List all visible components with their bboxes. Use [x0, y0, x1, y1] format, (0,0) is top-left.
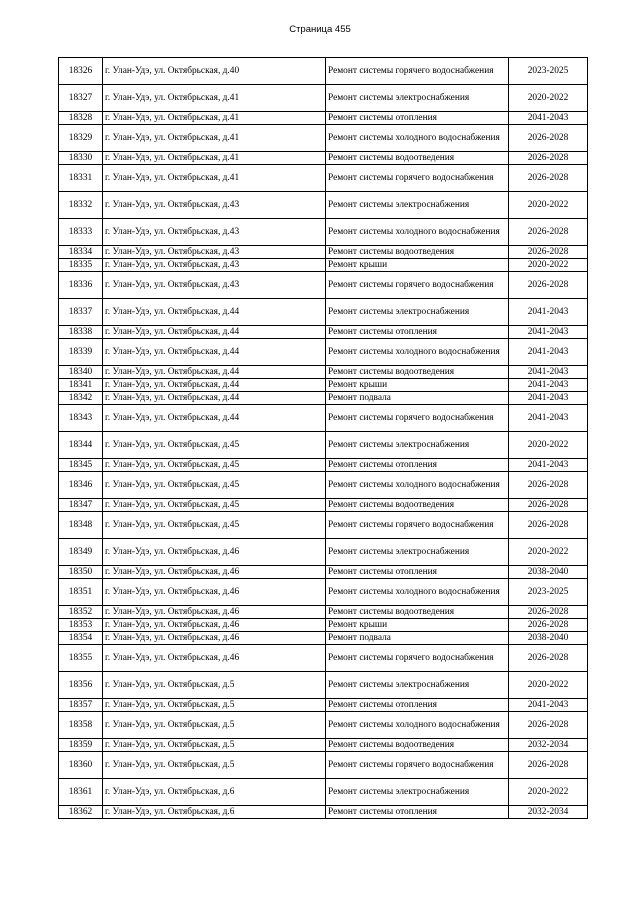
work-type-cell: Ремонт системы горячего водоснабжения — [326, 512, 509, 539]
work-type-cell: Ремонт системы отопления — [326, 112, 509, 125]
row-number-cell: 18356 — [59, 672, 103, 699]
work-type-cell: Ремонт системы отопления — [326, 326, 509, 339]
row-number-cell: 18354 — [59, 632, 103, 645]
row-number-cell: 18331 — [59, 165, 103, 192]
row-number-cell: 18362 — [59, 806, 103, 819]
address-cell: г. Улан-Удэ, ул. Октябрьская, д.5 — [103, 712, 326, 739]
work-type-cell: Ремонт системы водоотведения — [326, 366, 509, 379]
table-row — [59, 246, 588, 259]
work-type-cell: Ремонт системы отопления — [326, 806, 509, 819]
period-cell: 2038-2040 — [509, 566, 588, 579]
work-type-cell: Ремонт системы холодного водоснабжения — [326, 472, 509, 499]
work-type-cell: Ремонт системы горячего водоснабжения — [326, 645, 509, 672]
address-cell: г. Улан-Удэ, ул. Октябрьская, д.44 — [103, 379, 326, 392]
period-cell: 2026-2028 — [509, 472, 588, 499]
work-type-cell: Ремонт системы горячего водоснабжения — [326, 752, 509, 779]
work-type-cell: Ремонт системы холодного водоснабжения — [326, 219, 509, 246]
period-cell: 2020-2022 — [509, 192, 588, 219]
address-cell: г. Улан-Удэ, ул. Октябрьская, д.43 — [103, 259, 326, 272]
row-number-cell: 18336 — [59, 272, 103, 299]
period-cell: 2041-2043 — [509, 366, 588, 379]
work-type-cell: Ремонт крыши — [326, 259, 509, 272]
period-cell: 2023-2025 — [509, 58, 588, 85]
address-cell: г. Улан-Удэ, ул. Октябрьская, д.5 — [103, 672, 326, 699]
row-number-cell: 18352 — [59, 606, 103, 619]
table-row — [59, 579, 588, 606]
address-cell: г. Улан-Удэ, ул. Октябрьская, д.44 — [103, 392, 326, 405]
address-cell: г. Улан-Удэ, ул. Октябрьская, д.45 — [103, 472, 326, 499]
table-row — [59, 152, 588, 165]
period-cell: 2020-2022 — [509, 259, 588, 272]
row-number-cell: 18342 — [59, 392, 103, 405]
period-cell: 2026-2028 — [509, 152, 588, 165]
period-cell: 2020-2022 — [509, 85, 588, 112]
table-row — [59, 58, 588, 85]
address-cell: г. Улан-Удэ, ул. Октябрьская, д.5 — [103, 752, 326, 779]
work-type-cell: Ремонт системы электроснабжения — [326, 192, 509, 219]
period-cell: 2041-2043 — [509, 379, 588, 392]
period-cell: 2026-2028 — [509, 645, 588, 672]
address-cell: г. Улан-Удэ, ул. Октябрьская, д.45 — [103, 459, 326, 472]
address-cell: г. Улан-Удэ, ул. Октябрьская, д.45 — [103, 512, 326, 539]
period-cell: 2026-2028 — [509, 752, 588, 779]
row-number-cell: 18351 — [59, 579, 103, 606]
row-number-cell: 18361 — [59, 779, 103, 806]
work-type-cell: Ремонт системы отопления — [326, 566, 509, 579]
table-row — [59, 632, 588, 645]
row-number-cell: 18341 — [59, 379, 103, 392]
table-row — [59, 472, 588, 499]
address-cell: г. Улан-Удэ, ул. Октябрьская, д.44 — [103, 339, 326, 366]
row-number-cell: 18327 — [59, 85, 103, 112]
table-row — [59, 806, 588, 819]
period-cell: 2026-2028 — [509, 606, 588, 619]
address-cell: г. Улан-Удэ, ул. Октябрьская, д.43 — [103, 219, 326, 246]
period-cell: 2026-2028 — [509, 619, 588, 632]
table-row — [59, 512, 588, 539]
work-type-cell: Ремонт системы холодного водоснабжения — [326, 579, 509, 606]
row-number-cell: 18359 — [59, 739, 103, 752]
row-number-cell: 18347 — [59, 499, 103, 512]
period-cell: 2020-2022 — [509, 432, 588, 459]
period-cell: 2041-2043 — [509, 339, 588, 366]
work-type-cell: Ремонт системы электроснабжения — [326, 85, 509, 112]
work-type-cell: Ремонт системы водоотведения — [326, 739, 509, 752]
table-row — [59, 606, 588, 619]
work-type-cell: Ремонт системы электроснабжения — [326, 432, 509, 459]
row-number-cell: 18346 — [59, 472, 103, 499]
row-number-cell: 18344 — [59, 432, 103, 459]
work-type-cell: Ремонт системы водоотведения — [326, 606, 509, 619]
work-type-cell: Ремонт подвала — [326, 632, 509, 645]
address-cell: г. Улан-Удэ, ул. Октябрьская, д.41 — [103, 112, 326, 125]
address-cell: г. Улан-Удэ, ул. Октябрьская, д.44 — [103, 299, 326, 326]
table-row — [59, 499, 588, 512]
row-number-cell: 18357 — [59, 699, 103, 712]
work-type-cell: Ремонт системы отопления — [326, 459, 509, 472]
row-number-cell: 18330 — [59, 152, 103, 165]
work-type-cell: Ремонт системы водоотведения — [326, 246, 509, 259]
address-cell: г. Улан-Удэ, ул. Октябрьская, д.43 — [103, 246, 326, 259]
period-cell: 2041-2043 — [509, 459, 588, 472]
address-cell: г. Улан-Удэ, ул. Октябрьская, д.41 — [103, 85, 326, 112]
row-number-cell: 18338 — [59, 326, 103, 339]
table-row — [59, 672, 588, 699]
work-type-cell: Ремонт системы холодного водоснабжения — [326, 712, 509, 739]
address-cell: г. Улан-Удэ, ул. Октябрьская, д.44 — [103, 326, 326, 339]
period-cell: 2026-2028 — [509, 125, 588, 152]
row-number-cell: 18360 — [59, 752, 103, 779]
row-number-cell: 18353 — [59, 619, 103, 632]
table-row — [59, 405, 588, 432]
row-number-cell: 18334 — [59, 246, 103, 259]
row-number-cell: 18332 — [59, 192, 103, 219]
work-type-cell: Ремонт крыши — [326, 619, 509, 632]
period-cell: 2041-2043 — [509, 326, 588, 339]
address-cell: г. Улан-Удэ, ул. Октябрьская, д.43 — [103, 192, 326, 219]
period-cell: 2041-2043 — [509, 699, 588, 712]
address-cell: г. Улан-Удэ, ул. Октябрьская, д.6 — [103, 779, 326, 806]
address-cell: г. Улан-Удэ, ул. Октябрьская, д.5 — [103, 699, 326, 712]
address-cell: г. Улан-Удэ, ул. Октябрьская, д.41 — [103, 125, 326, 152]
period-cell: 2026-2028 — [509, 219, 588, 246]
table-row — [59, 432, 588, 459]
address-cell: г. Улан-Удэ, ул. Октябрьская, д.44 — [103, 366, 326, 379]
address-cell: г. Улан-Удэ, ул. Октябрьская, д.44 — [103, 405, 326, 432]
work-type-cell: Ремонт системы холодного водоснабжения — [326, 125, 509, 152]
table-row — [59, 566, 588, 579]
table-row — [59, 299, 588, 326]
table-row — [59, 392, 588, 405]
row-number-cell: 18329 — [59, 125, 103, 152]
period-cell: 2041-2043 — [509, 112, 588, 125]
address-cell: г. Улан-Удэ, ул. Октябрьская, д.45 — [103, 499, 326, 512]
row-number-cell: 18345 — [59, 459, 103, 472]
page-header: Страница 455 — [289, 24, 351, 35]
table-row — [59, 219, 588, 246]
address-cell: г. Улан-Удэ, ул. Октябрьская, д.5 — [103, 739, 326, 752]
period-cell: 2038-2040 — [509, 632, 588, 645]
work-type-cell: Ремонт системы электроснабжения — [326, 672, 509, 699]
period-cell: 2041-2043 — [509, 405, 588, 432]
table-row — [59, 85, 588, 112]
work-type-cell: Ремонт системы холодного водоснабжения — [326, 339, 509, 366]
period-cell: 2026-2028 — [509, 165, 588, 192]
row-number-cell: 18328 — [59, 112, 103, 125]
work-type-cell: Ремонт системы горячего водоснабжения — [326, 272, 509, 299]
work-type-cell: Ремонт системы горячего водоснабжения — [326, 165, 509, 192]
row-number-cell: 18358 — [59, 712, 103, 739]
work-type-cell: Ремонт системы водоотведения — [326, 152, 509, 165]
address-cell: г. Улан-Удэ, ул. Октябрьская, д.46 — [103, 539, 326, 566]
work-type-cell: Ремонт крыши — [326, 379, 509, 392]
table-row — [59, 165, 588, 192]
address-cell: г. Улан-Удэ, ул. Октябрьская, д.41 — [103, 152, 326, 165]
work-type-cell: Ремонт системы отопления — [326, 699, 509, 712]
period-cell: 2020-2022 — [509, 672, 588, 699]
address-cell: г. Улан-Удэ, ул. Октябрьская, д.6 — [103, 806, 326, 819]
row-number-cell: 18355 — [59, 645, 103, 672]
table-row — [59, 739, 588, 752]
table-row — [59, 752, 588, 779]
period-cell: 2020-2022 — [509, 779, 588, 806]
address-cell: г. Улан-Удэ, ул. Октябрьская, д.41 — [103, 165, 326, 192]
table-row — [59, 539, 588, 566]
table-row — [59, 125, 588, 152]
work-type-cell: Ремонт системы водоотведения — [326, 499, 509, 512]
table-row — [59, 272, 588, 299]
work-type-cell: Ремонт подвала — [326, 392, 509, 405]
work-type-cell: Ремонт системы горячего водоснабжения — [326, 405, 509, 432]
row-number-cell: 18349 — [59, 539, 103, 566]
table-row — [59, 192, 588, 219]
period-cell: 2041-2043 — [509, 299, 588, 326]
table-row — [59, 459, 588, 472]
table-row — [59, 259, 588, 272]
row-number-cell: 18343 — [59, 405, 103, 432]
address-cell: г. Улан-Удэ, ул. Октябрьская, д.45 — [103, 432, 326, 459]
row-number-cell: 18335 — [59, 259, 103, 272]
table-row — [59, 112, 588, 125]
work-type-cell: Ремонт системы электроснабжения — [326, 539, 509, 566]
row-number-cell: 18326 — [59, 58, 103, 85]
table-row — [59, 779, 588, 806]
row-number-cell: 18340 — [59, 366, 103, 379]
period-cell: 2032-2034 — [509, 739, 588, 752]
address-cell: г. Улан-Удэ, ул. Октябрьская, д.46 — [103, 606, 326, 619]
table-row — [59, 379, 588, 392]
period-cell: 2026-2028 — [509, 246, 588, 259]
address-cell: г. Улан-Удэ, ул. Октябрьская, д.43 — [103, 272, 326, 299]
row-number-cell: 18333 — [59, 219, 103, 246]
table-row — [59, 699, 588, 712]
table-row — [59, 645, 588, 672]
address-cell: г. Улан-Удэ, ул. Октябрьская, д.46 — [103, 579, 326, 606]
table-row — [59, 366, 588, 379]
period-cell: 2026-2028 — [509, 512, 588, 539]
work-type-cell: Ремонт системы горячего водоснабжения — [326, 58, 509, 85]
row-number-cell: 18348 — [59, 512, 103, 539]
period-cell: 2041-2043 — [509, 392, 588, 405]
period-cell: 2026-2028 — [509, 272, 588, 299]
period-cell: 2032-2034 — [509, 806, 588, 819]
work-type-cell: Ремонт системы электроснабжения — [326, 299, 509, 326]
period-cell: 2020-2022 — [509, 539, 588, 566]
table-row — [59, 339, 588, 366]
period-cell: 2023-2025 — [509, 579, 588, 606]
address-cell: г. Улан-Удэ, ул. Октябрьская, д.40 — [103, 58, 326, 85]
period-cell: 2026-2028 — [509, 712, 588, 739]
period-cell: 2026-2028 — [509, 499, 588, 512]
table-row — [59, 619, 588, 632]
address-cell: г. Улан-Удэ, ул. Октябрьская, д.46 — [103, 645, 326, 672]
address-cell: г. Улан-Удэ, ул. Октябрьская, д.46 — [103, 619, 326, 632]
table-row — [59, 712, 588, 739]
repair-schedule-table — [58, 57, 588, 819]
table-row — [59, 326, 588, 339]
address-cell: г. Улан-Удэ, ул. Октябрьская, д.46 — [103, 632, 326, 645]
address-cell: г. Улан-Удэ, ул. Октябрьская, д.46 — [103, 566, 326, 579]
row-number-cell: 18337 — [59, 299, 103, 326]
work-type-cell: Ремонт системы электроснабжения — [326, 779, 509, 806]
row-number-cell: 18350 — [59, 566, 103, 579]
table-body — [59, 58, 588, 819]
row-number-cell: 18339 — [59, 339, 103, 366]
